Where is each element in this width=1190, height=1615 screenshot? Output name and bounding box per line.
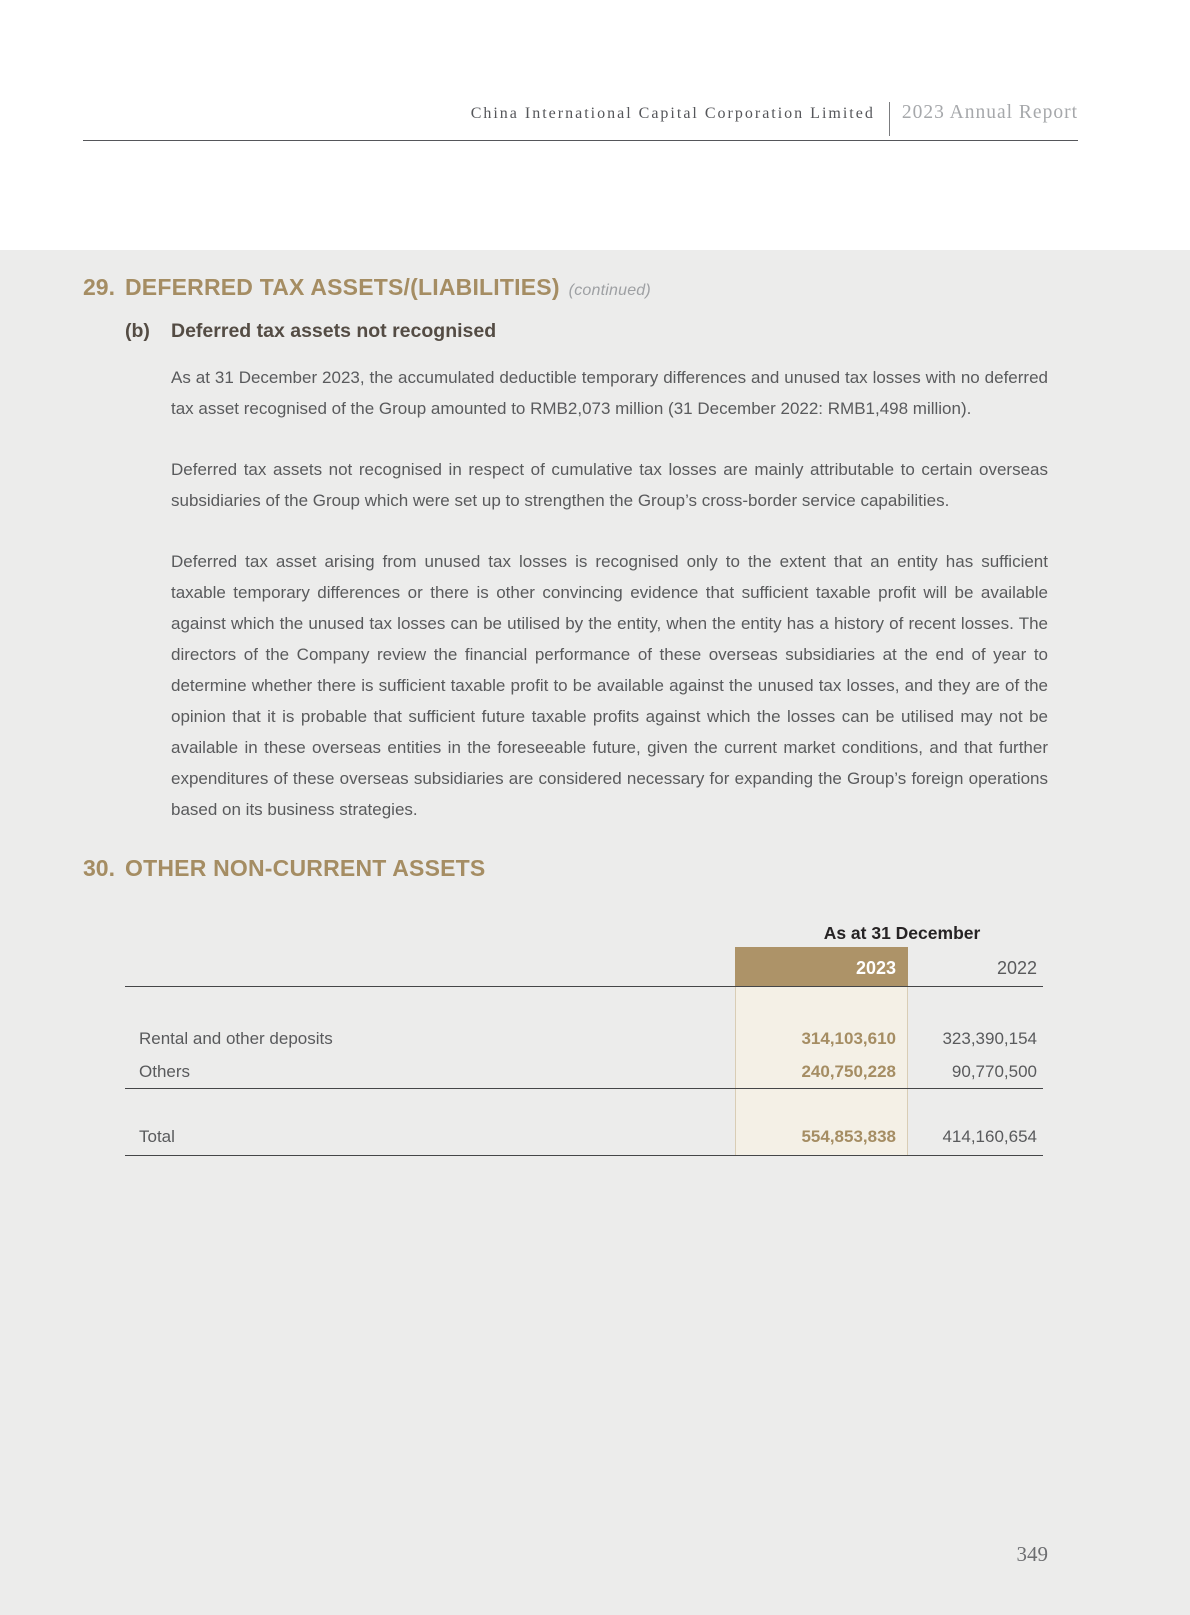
section-30-number: 30. (83, 855, 115, 881)
company-name: China International Capital Corporation Limited (470, 105, 875, 122)
row-label: Total (139, 1127, 175, 1146)
value-2023: 240,750,228 (801, 1061, 896, 1081)
section-29-number: 29. (83, 274, 115, 300)
table-column-headers (125, 947, 1043, 986)
table-row-total (125, 1119, 1043, 1155)
value-2023: 554,853,838 (801, 1127, 896, 1146)
table-spacer-row (125, 1089, 1043, 1119)
table-row-rental-deposits (125, 1023, 1043, 1055)
non-current-assets-table (125, 921, 1043, 1156)
table-row-others (125, 1055, 1043, 1088)
header-divider (889, 102, 890, 136)
subsection-b-label: (b) (125, 320, 150, 342)
paragraph-3: Deferred tax asset arising from unused tax losses is recognised only to the extent that an entity has sufficient taxable temporary differences or there is other convincing evidence that sufficient taxable profit will be available against which the unused tax losses can be utilised by the entity, when the entity has a history of recent losses. The directors of the Company review the financial performance of these overseas subsidiaries at the end of year to determine whether there is sufficient taxable profit to be available against the unused tax losses, and they are of the opinion that it is probable that sufficient future taxable profits against which the losses can be utilised may not be available in these overseas entities in the foreseeable future, given the current market conditions, and that further expenditures of these overseas subsidiaries are considered necessary for expanding the Group’s foreign operations based on its business strategies. (171, 552, 1048, 819)
row-label: Rental and other deposits (139, 1029, 333, 1048)
section-29-title-text: DEFERRED TAX ASSETS/(LIABILITIES) (125, 274, 560, 300)
column-header-2022: 2022 (996, 958, 1037, 978)
value-2023: 314,103,610 (801, 1029, 896, 1048)
row-label: Others (139, 1061, 191, 1081)
period-header: As at 31 December (823, 923, 981, 943)
page-header (0, 0, 1190, 250)
page-content (0, 250, 1190, 1615)
table-total-block (125, 1088, 1043, 1156)
section-29 (83, 272, 1048, 825)
report-title: 2023 Annual Report (901, 102, 1078, 123)
paragraph-1: As at 31 December 2023, the accumulated deductible temporary differences and unused tax losses with no deferred tax asset recognised of the Group amounted to RMB2,073 million (31 December 2022: RMB1,498 million). (171, 368, 1048, 418)
header-meta (83, 0, 1078, 132)
section-29-title (125, 272, 651, 306)
table-spacer-row (125, 987, 1043, 1023)
header-rule (83, 140, 1078, 141)
section-30-title: OTHER NON-CURRENT ASSETS (125, 855, 486, 881)
section-30-heading (83, 853, 1048, 883)
subsection-b-title: Deferred tax assets not recognised (171, 320, 497, 342)
subsection-b-heading (125, 318, 1048, 344)
page-number: 349 (1016, 1542, 1048, 1566)
table-body (125, 986, 1043, 1156)
value-2022: 414,160,654 (942, 1127, 1037, 1146)
section-29-heading (83, 272, 1048, 306)
section-30 (83, 853, 1048, 1156)
continued-label: (continued) (568, 282, 651, 299)
value-2022: 323,390,154 (942, 1029, 1037, 1048)
column-header-2023: 2023 (735, 947, 908, 986)
value-2022: 90,770,500 (951, 1061, 1037, 1081)
paragraph-2: Deferred tax assets not recognised in respect of cumulative tax losses are mainly attributable to certain overseas subsidiaries of the Group which were set up to strengthen the Group’s cross-border service capabilities. (171, 460, 1048, 510)
